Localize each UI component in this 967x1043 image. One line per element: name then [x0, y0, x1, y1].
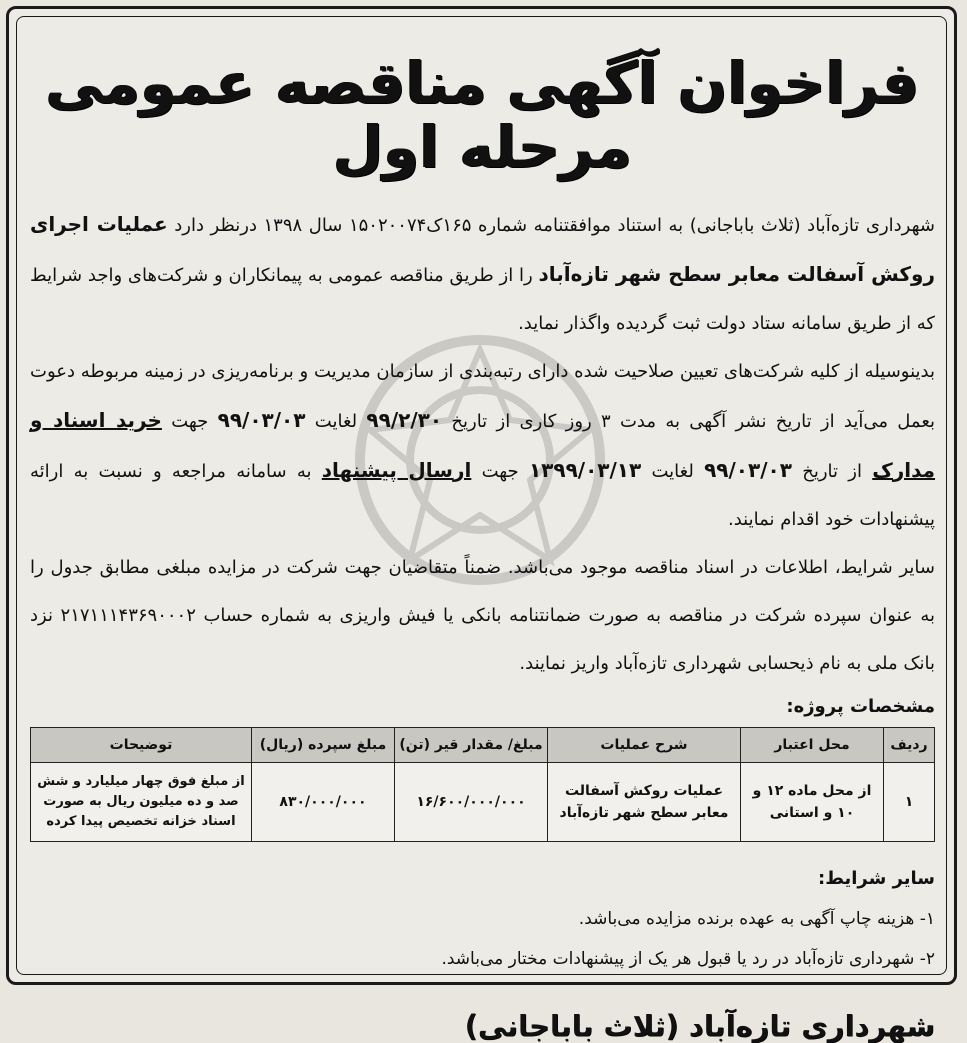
table-cell: از محل ماده ۱۲ و ۱۰ و استانی	[741, 762, 884, 841]
document-body	[30, 40, 935, 1043]
col-header: توضیحات	[31, 727, 252, 762]
signature: شهرداری تازه‌آباد (ثلاث باباجانی)	[464, 1008, 935, 1043]
table-cell: ۸۳۰/۰۰۰/۰۰۰	[252, 762, 395, 841]
table-cell: عملیات روکش آسفالت معابر سطح شهر تازه‌آباد	[548, 762, 741, 841]
project-highlight: عملیات اجرای روکش آسفالت معابر سطح شهر تازه‌آباد	[30, 211, 935, 286]
condition-item: ۱- هزینه چاپ آگهی به عهده برنده مزایده می‌باشد.	[578, 908, 935, 929]
table-cell: ۱	[884, 762, 935, 841]
document-title: فراخوان آگهی مناقصه عمومی مرحله اول	[45, 49, 920, 181]
conditions-paragraph: سایر شرایط، اطلاعات در اسناد مناقصه موجود می‌باشد. ضمناً متقاضیان جهت شرکت در مزایده مبلغی مطابق جدول را به عنوان سپرده شرکت در مناقصه به صورت ضمانتنامه بانکی یا فیش واریزی به شماره حساب ۲۱۷۱۱۱۴۳۶۹۰۰۰۲ نزد بانک ملی به نام ذیحسابی شهرداری تازه‌آباد واریز نمایند.	[30, 556, 935, 674]
col-header: ردیف	[884, 727, 935, 762]
invitation-paragraph: بدینوسیله از کلیه شرکت‌های تعیین صلاحیت شده دارای رتبه‌بندی از سازمان مدیریت و برنامه‌ریزی در زمینه مربوطه دعوت بعمل می‌آید از تاریخ نشر آگهی به مدت ۳ روز کاری از تاریخ ۹۹/۲/۳۰ لغایت ۹۹/۰۳/۰۳ جهت خرید اسناد و مدارک از تاریخ ۹۹/۰۳/۰۳ لغایت ۱۳۹۹/۰۳/۱۳ جهت ارسال پیشنهاد به سامانه مراجعه و نسبت به ارائه پیشنهادات خود اقدام نمایند.	[30, 360, 936, 530]
submit-start: ۹۹/۰۳/۰۳	[704, 457, 792, 482]
col-header: مبلغ سپرده (ریال)	[252, 727, 395, 762]
col-header: مبلغ/ مقدار قیر (تن)	[395, 727, 548, 762]
project-table	[30, 727, 935, 842]
date-start: ۹۹/۲/۳۰	[366, 407, 443, 432]
submit-end: ۱۳۹۹/۰۳/۱۳	[528, 457, 642, 482]
submit-proposal: ارسال پیشنهاد	[321, 457, 472, 482]
project-specs-title: مشخصات پروژه:	[786, 695, 935, 717]
date-end: ۹۹/۰۳/۰۳	[217, 407, 306, 432]
condition-item: ۲- شهرداری تازه‌آباد در رد یا قبول هر یک از پیشنهادات مختار می‌باشد.	[441, 948, 935, 969]
table-cell: ۱۶/۶۰۰/۰۰۰/۰۰۰	[395, 762, 548, 841]
table-cell: از مبلغ فوق چهار میلیارد و شش صد و ده میلیون ریال به صورت اسناد خزانه تخصیص پیدا کرده	[31, 762, 252, 841]
table-header-row	[31, 727, 935, 762]
col-header: محل اعتبار	[741, 727, 884, 762]
other-conditions-title: سایر شرایط:	[818, 867, 935, 889]
intro-paragraph: شهرداری تازه‌آباد (ثلاث باباجانی) به استناد موافقتنامه شماره ۱۶۵ک۱۵۰۲۰۰۷۴ سال ۱۳۹۸ درنظر دارد عملیات اجرای روکش آسفالت معابر سطح شهر تازه‌آباد را از طریق مناقصه عمومی به پیمانکاران و شرکت‌های واجد شرایط که از طریق سامانه ستاد دولت ثبت گردیده واگذار نماید.	[30, 211, 935, 334]
purchase-documents: خرید اسناد و مدارک	[30, 407, 936, 482]
table-row	[31, 762, 935, 841]
col-header: شرح عملیات	[548, 727, 741, 762]
